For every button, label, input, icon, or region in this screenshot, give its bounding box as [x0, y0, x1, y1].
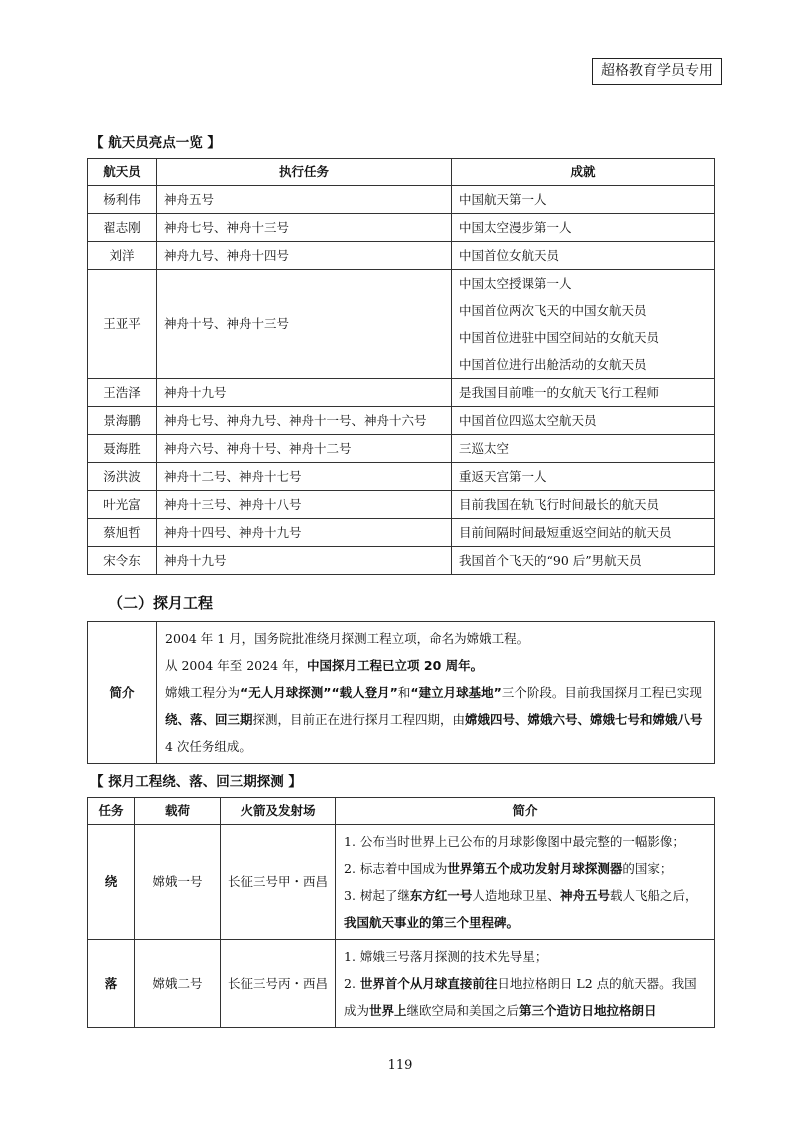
- astronaut-achievements: [452, 214, 715, 242]
- phase-task: 落: [88, 940, 135, 1028]
- description-bold-text: 世界上: [369, 1003, 407, 1018]
- astronaut-achievements: [452, 242, 715, 270]
- astronaut-name: 王浩泽: [88, 379, 157, 407]
- astronaut-achievements: [452, 379, 715, 407]
- astronaut-name: 王亚平: [88, 270, 157, 379]
- astronaut-achievements: [452, 491, 715, 519]
- table-row: [88, 407, 715, 435]
- astronauts-section-title: 【 航天员亮点一览 】: [90, 135, 221, 151]
- description-text: 1. 公布当时世界上已公布的月球影像图中最完整的一幅影像；: [344, 834, 685, 849]
- astronaut-achievements: [452, 186, 715, 214]
- intro-line: [165, 652, 706, 679]
- table-row: [88, 491, 715, 519]
- achievement-line: 中国太空漫步第一人: [459, 220, 572, 235]
- lunar-phases-table-body: [88, 825, 715, 1028]
- table-row: [88, 547, 715, 575]
- intro-bold-text: “建立月球基地”: [410, 685, 502, 700]
- description-bold-text: 世界首个从月球直接前往: [359, 976, 498, 991]
- description-text: 人造地球卫星、: [472, 888, 560, 903]
- column-header: 成就: [452, 159, 715, 186]
- astronaut-missions: 神舟十号、神舟十三号: [157, 270, 452, 379]
- astronaut-achievements: [452, 435, 715, 463]
- intro-paragraph: [165, 679, 706, 760]
- astronaut-missions: 神舟七号、神舟十三号: [157, 214, 452, 242]
- exclusive-use-stamp: 超格教育学员专用: [592, 58, 722, 85]
- astronauts-table-body: [88, 186, 715, 575]
- column-header: 任务: [88, 798, 135, 825]
- intro-text: 三个阶段。目前我国探月工程已实现: [501, 685, 702, 700]
- phase-description: [336, 825, 715, 940]
- astronaut-name: 景海鹏: [88, 407, 157, 435]
- achievement-line: 中国首位四巡太空航天员: [459, 413, 597, 428]
- astronaut-missions: 神舟十二号、神舟十七号: [157, 463, 452, 491]
- column-header: 简介: [336, 798, 715, 825]
- achievement-line: 中国航天第一人: [459, 192, 547, 207]
- achievement-line: 中国首位进驻中国空间站的女航天员: [459, 330, 660, 345]
- lunar-phases-table: [87, 797, 715, 1028]
- table-header-row: [88, 159, 715, 186]
- astronaut-achievements: [452, 463, 715, 491]
- phase-rocket: 长征三号丙・西昌: [221, 940, 336, 1028]
- astronaut-missions: 神舟七号、神舟九号、神舟十一号、神舟十六号: [157, 407, 452, 435]
- table-row: [88, 435, 715, 463]
- phase-payload: 嫦娥一号: [135, 825, 221, 940]
- description-text: 1. 嫦娥三号落月探测的技术先导星；: [344, 949, 548, 964]
- achievement-line: 重返天宫第一人: [459, 469, 547, 484]
- table-row: [88, 940, 715, 1028]
- achievement-line: 中国首位女航天员: [459, 248, 560, 263]
- table-row: [88, 242, 715, 270]
- intro-row: [88, 622, 715, 764]
- phases-section-title: 【 探月工程绕、落、回三期探测 】: [90, 774, 302, 790]
- intro-text: 4 次任务组成。: [165, 739, 252, 754]
- description-bold-text: 我国航天事业的第三个里程碑。: [344, 915, 520, 930]
- intro-bold-text: “无人月球探测”“载人登月”: [240, 685, 398, 700]
- description-text: 载人飞船之后，: [609, 888, 698, 903]
- table-row: [88, 519, 715, 547]
- intro-content: [157, 622, 715, 764]
- description-bold-text: 东方红一号: [409, 888, 473, 903]
- description-text: 的国家；: [622, 861, 673, 876]
- description-bold-text: 第三个造访日地拉格朗日: [519, 1003, 657, 1018]
- achievement-line: 中国首位进行出舱活动的女航天员: [459, 357, 647, 372]
- astronaut-name: 聂海胜: [88, 435, 157, 463]
- astronaut-name: 蔡旭哲: [88, 519, 157, 547]
- achievement-line: 我国首个飞天的“90 后”男航天员: [459, 553, 642, 568]
- phase-rocket: 长征三号甲・西昌: [221, 825, 336, 940]
- column-header: 火箭及发射场: [221, 798, 336, 825]
- description-text: 3. 树起了继: [344, 888, 410, 903]
- page-number: 119: [387, 1058, 413, 1073]
- astronaut-achievements: [452, 547, 715, 575]
- table-header-row: [88, 798, 715, 825]
- phase-task: 绕: [88, 825, 135, 940]
- description-item: [344, 828, 706, 855]
- description-text: 2. 标志着中国成为: [344, 861, 448, 876]
- astronaut-achievements: [452, 519, 715, 547]
- description-text: 日地拉格朗日 L2 点的航天器。我国成为: [344, 976, 697, 1018]
- intro-text: 探测，目前正在进行探月工程四期，由: [252, 712, 466, 727]
- table-row: [88, 825, 715, 940]
- table-row: [88, 463, 715, 491]
- intro-bold-text: 中国探月工程已立项 20 周年。: [307, 658, 484, 673]
- achievement-line: 中国太空授课第一人: [459, 276, 572, 291]
- column-header: 航天员: [88, 159, 157, 186]
- intro-text: 嫦娥工程分为: [165, 685, 241, 700]
- description-item: [344, 970, 706, 1024]
- achievement-line: 三巡太空: [459, 441, 510, 456]
- astronaut-achievements: [452, 407, 715, 435]
- intro-line: 2004 年 1 月，国务院批准绕月探测工程立项，命名为嫦娥工程。: [165, 631, 530, 646]
- column-header: 载荷: [135, 798, 221, 825]
- astronaut-missions: 神舟十九号: [157, 379, 452, 407]
- column-header: 执行任务: [157, 159, 452, 186]
- astronaut-missions: 神舟十九号: [157, 547, 452, 575]
- description-text: 2.: [344, 976, 360, 991]
- astronaut-missions: 神舟五号: [157, 186, 452, 214]
- astronaut-missions: 神舟十三号、神舟十八号: [157, 491, 452, 519]
- astronaut-name: 叶光富: [88, 491, 157, 519]
- astronaut-name: 翟志刚: [88, 214, 157, 242]
- astronauts-table: [87, 158, 715, 575]
- description-bold-text: 神舟五号: [559, 888, 610, 903]
- achievement-line: 目前我国在轨飞行时间最长的航天员: [459, 497, 660, 512]
- intro-text: 从 2004 年至 2024 年，: [165, 658, 308, 673]
- achievement-line: 中国首位两次飞天的中国女航天员: [459, 303, 647, 318]
- table-row: [88, 186, 715, 214]
- description-item: [344, 855, 706, 882]
- description-bold-text: 世界第五个成功发射月球探测器: [447, 861, 623, 876]
- lunar-intro-table: [87, 621, 715, 764]
- description-text: 继欧空局和美国之后: [406, 1003, 520, 1018]
- description-item: [344, 882, 706, 936]
- table-row: [88, 379, 715, 407]
- table-row: [88, 270, 715, 379]
- astronaut-missions: 神舟六号、神舟十号、神舟十二号: [157, 435, 452, 463]
- description-item: [344, 943, 706, 970]
- astronaut-name: 宋令东: [88, 547, 157, 575]
- table-row: [88, 214, 715, 242]
- phase-payload: 嫦娥二号: [135, 940, 221, 1028]
- astronaut-missions: 神舟九号、神舟十四号: [157, 242, 452, 270]
- intro-bold-text: 嫦娥四号、嫦娥六号、嫦娥七号和嫦娥八号: [465, 712, 703, 727]
- astronaut-name: 汤洪波: [88, 463, 157, 491]
- astronaut-name: 杨利伟: [88, 186, 157, 214]
- astronaut-achievements: [452, 270, 715, 379]
- achievement-line: 是我国目前唯一的女航天飞行工程师: [459, 385, 660, 400]
- intro-label: 简介: [88, 622, 157, 764]
- astronaut-name: 刘洋: [88, 242, 157, 270]
- astronaut-missions: 神舟十四号、神舟十九号: [157, 519, 452, 547]
- achievement-line: 目前间隔时间最短重返空间站的航天员: [459, 525, 672, 540]
- intro-text: 和: [397, 685, 411, 700]
- lunar-section-heading: （二）探月工程: [108, 594, 214, 612]
- phase-description: [336, 940, 715, 1028]
- intro-bold-text: 绕、落、回三期: [165, 712, 253, 727]
